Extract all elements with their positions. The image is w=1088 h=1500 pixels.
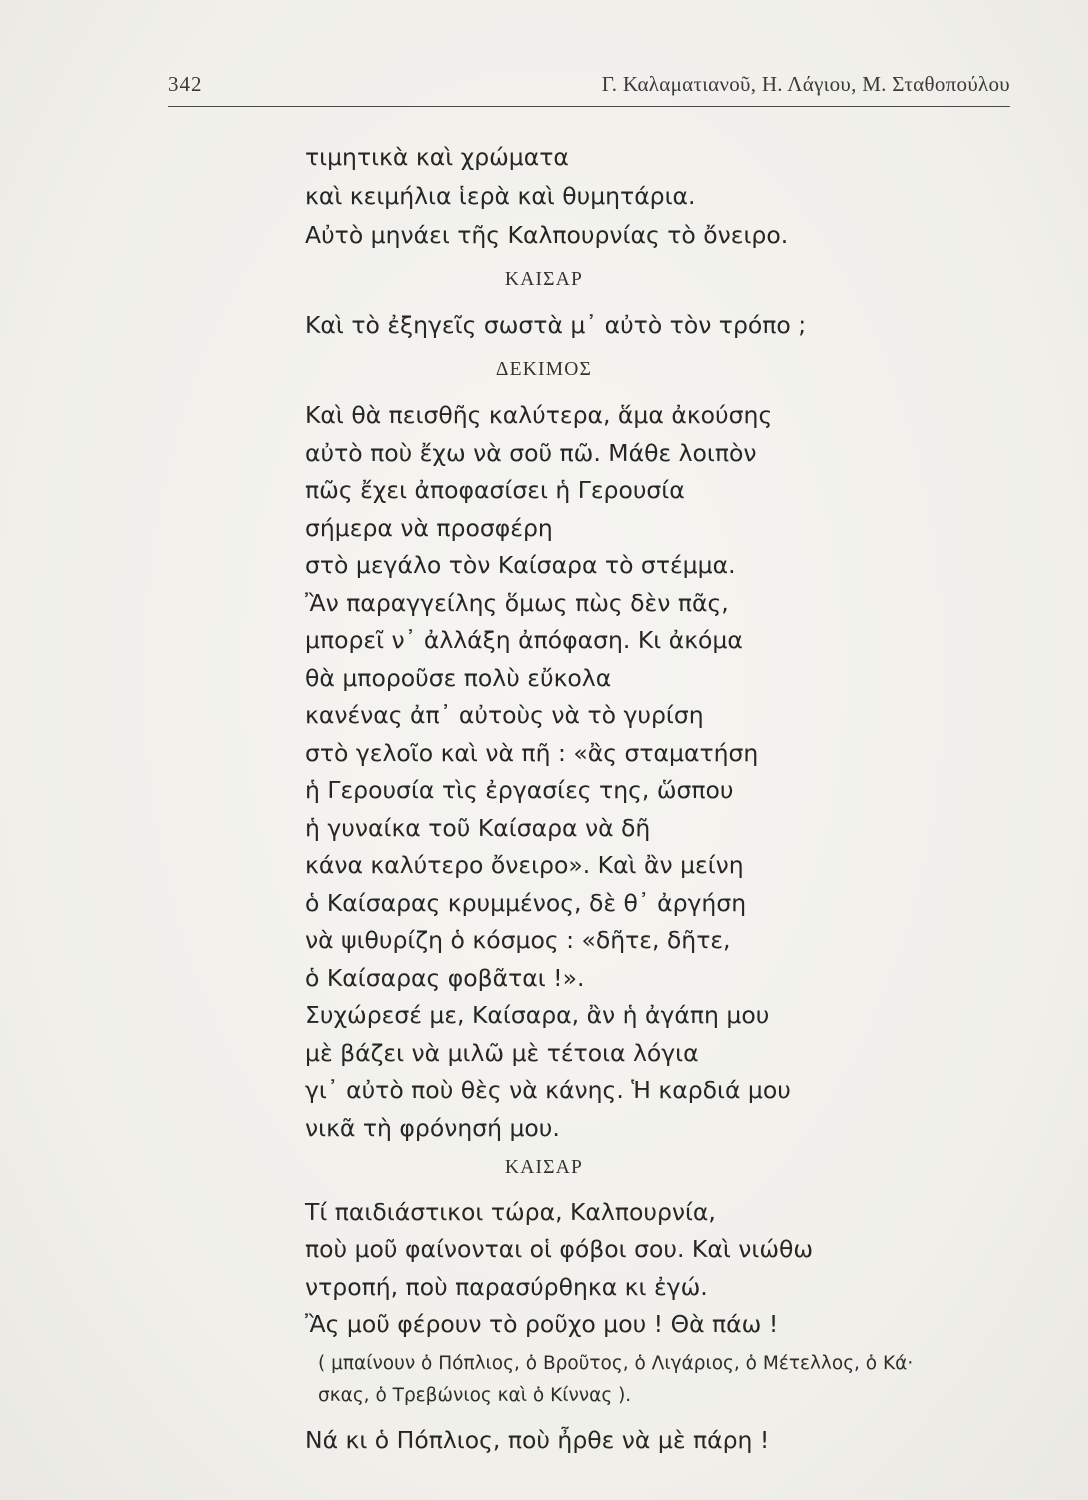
verse-line: μὲ βάζει νὰ μιλῶ μὲ τέτοια λόγια [305, 1039, 699, 1067]
speaker-name: ΔΕΚΙΜΟΣ [495, 359, 593, 380]
verse-line: κανένας ἀπ᾿ αὐτοὺς νὰ τὸ γυρίση [305, 701, 704, 729]
verse-line: πῶς ἔχει ἀποφασίσει ἡ Γερουσία [305, 476, 685, 504]
verse-line: Ἂν παραγγείλης ὅμως πὼς δὲν πᾶς, [305, 589, 729, 617]
verse-line: Συχώρεσέ με, Καίσαρα, ἂν ἡ ἀγάπη μου [305, 1001, 770, 1029]
verse-line: Νά κι ὁ Πόπλιος, ποὺ ἦρθε νὰ μὲ πάρη ! [305, 1426, 770, 1454]
verse-line: κάνα καλύτερο ὄνειρο». Καὶ ἂν μείνη [305, 851, 744, 879]
verse-line: ντροπή, ποὺ παρασύρθηκα κι ἐγώ. [305, 1273, 708, 1301]
stage-direction: ( μπαίνουν ὁ Πόπλιος, ὁ Βροῦτος, ὁ Λιγάριος, ὁ Μέτελλος, ὁ Κά· [318, 1353, 914, 1374]
header-rule [168, 106, 1010, 107]
verse-line: στὸ μεγάλο τὸν Καίσαρα τὸ στέμμα. [305, 551, 736, 579]
verse-line: στὸ γελοῖο καὶ νὰ πῆ : «ἂς σταματήση [305, 739, 759, 767]
verse-line: ποὺ μοῦ φαίνονται οἱ φόβοι σου. Καὶ νιώθω [305, 1235, 814, 1263]
verse-line: Τί παιδιάστικοι τώρα, Καλπουρνία, [305, 1198, 716, 1226]
verse-line: θὰ μποροῦσε πολὺ εὔκολα [305, 664, 612, 692]
speaker-name: ΚΑΙΣΑΡ [504, 269, 584, 290]
verse-line: ἡ γυναίκα τοῦ Καίσαρα νὰ δῆ [305, 814, 651, 842]
verse-line: νὰ ψιθυρίζη ὁ κόσμος : «δῆτε, δῆτε, [305, 926, 731, 954]
speaker-name: ΚΑΙΣΑΡ [504, 1157, 584, 1178]
verse-line: Ἂς μοῦ φέρουν τὸ ροῦχο μου ! Θὰ πάω ! [305, 1310, 779, 1338]
page-header [168, 72, 1010, 104]
verse-line: καὶ κειμήλια ἱερὰ καὶ θυμητάρια. [305, 182, 696, 210]
verse-line: ἡ Γερουσία τὶς ἐργασίες της, ὥσπου [305, 776, 734, 804]
verse-line: Αὐτὸ μηνάει τῆς Καλπουρνίας τὸ ὄνειρο. [305, 221, 789, 249]
verse-line: ὁ Καίσαρας κρυμμένος, δὲ θ᾿ ἀργήση [305, 889, 747, 917]
verse-line: αὐτὸ ποὺ ἔχω νὰ σοῦ πῶ. Μάθε λοιπὸν [305, 439, 757, 467]
page-number: 342 [168, 72, 203, 96]
running-head: Γ. Καλαματιανοῦ, Η. Λάγιου, Μ. Σταθοπούλου [601, 72, 1010, 96]
verse-line: νικᾶ τὴ φρόνησή μου. [305, 1114, 560, 1142]
stage-direction: σκας, ὁ Τρεβώνιος καὶ ὁ Κίννας ). [318, 1385, 632, 1406]
verse-line: ὁ Καίσαρας φοβᾶται !». [305, 964, 585, 992]
verse-line: Καὶ θὰ πεισθῆς καλύτερα, ἅμα ἀκούσης [305, 401, 773, 429]
verse-line: γι᾿ αὐτὸ ποὺ θὲς νὰ κάνης. Ἡ καρδιά μου [305, 1076, 791, 1104]
verse-line: Καὶ τὸ ἐξηγεῖς σωστὰ μ᾿ αὐτὸ τὸν τρόπο ; [305, 311, 807, 339]
verse-line: σήμερα νὰ προσφέρη [305, 514, 553, 542]
verse-line: τιμητικὰ καὶ χρώματα [305, 143, 569, 171]
verse-line: μπορεῖ ν᾿ ἀλλάξη ἀπόφαση. Κι ἀκόμα [305, 626, 743, 654]
